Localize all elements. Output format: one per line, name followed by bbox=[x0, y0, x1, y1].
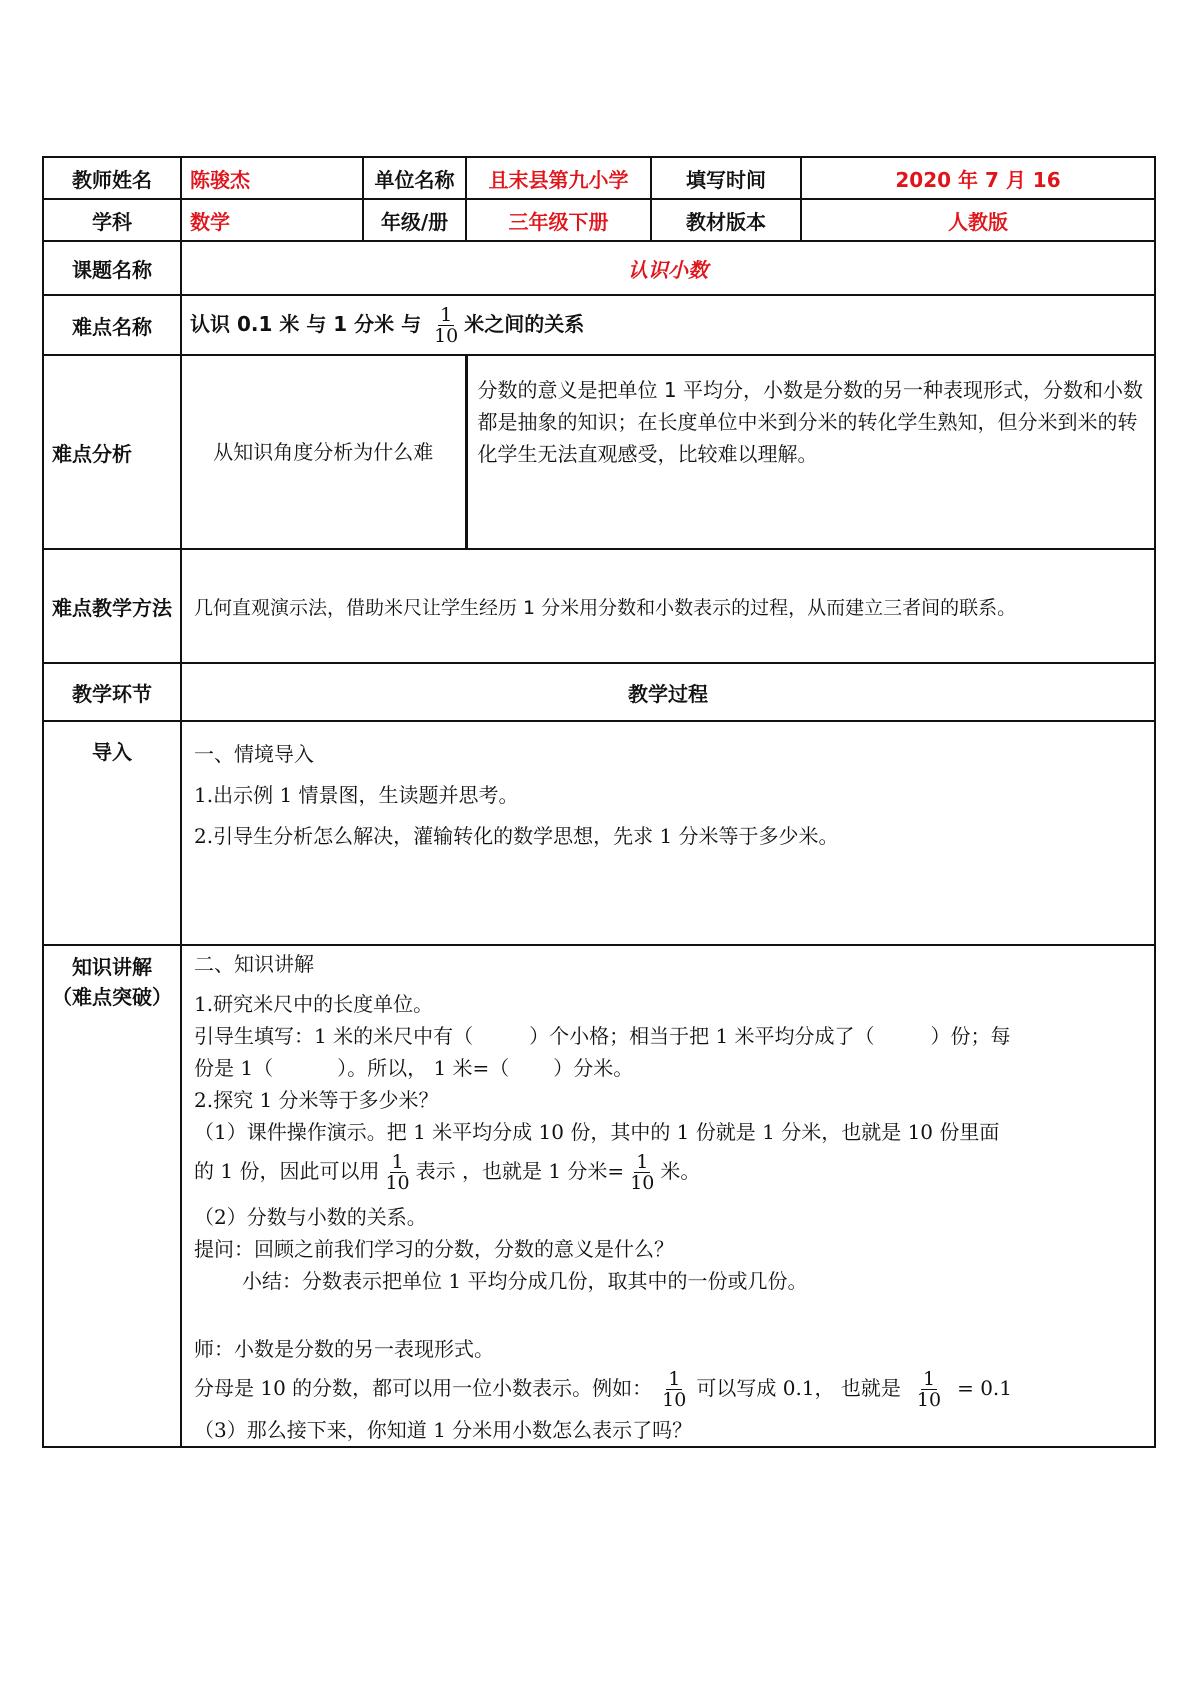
teacher-value: 陈骏杰 bbox=[181, 157, 363, 199]
knowledge-line: （3）那么接下来，你知道 1 分米用小数怎么表示了吗？ bbox=[194, 1418, 693, 1442]
edition-label: 教材版本 bbox=[651, 199, 801, 241]
knowledge-label-line-2: （难点突破） bbox=[52, 985, 172, 1009]
topic-row bbox=[43, 241, 1155, 295]
analysis-sub-label: 从知识角度分析为什么难 bbox=[181, 355, 466, 549]
knowledge-line: 2.探究 1 分米等于多少米？ bbox=[194, 1088, 439, 1112]
process-header-row bbox=[43, 663, 1155, 721]
method-row bbox=[43, 549, 1155, 663]
grade-label: 年级/册 bbox=[363, 199, 466, 241]
knowledge-line: 份是 1（ ）。所以， 1 米=（ ）分米。 bbox=[194, 1056, 634, 1080]
method-text: 几何直观演示法，借助米尺让学生经历 1 分米用分数和小数表示的过程，从而建立三者间的联系。 bbox=[181, 549, 1155, 663]
difficulty-text-2: 米之间的关系 bbox=[464, 311, 585, 336]
difficulty-row bbox=[43, 295, 1155, 355]
header-row-2 bbox=[43, 199, 1155, 241]
intro-label: 导入 bbox=[43, 721, 181, 945]
intro-row bbox=[43, 721, 1155, 945]
date-value: 2020 年 7 月 16 bbox=[801, 157, 1155, 199]
one-tenth-fraction: $\frac{1}{10}$ bbox=[434, 303, 459, 347]
knowledge-line: 的 1 份，因此可以用 $\frac{1}{10}$ 表示 ，也就是 1 分米= $\frac{1}{10}$ 米。 bbox=[194, 1151, 701, 1194]
intro-line: 2.引导生分析怎么解决，灌输转化的数学思想，先求 1 分米等于多少米。 bbox=[194, 824, 839, 848]
knowledge-line: 师：小数是分数的另一表现形式。 bbox=[194, 1337, 494, 1361]
knowledge-row bbox=[43, 945, 1155, 1447]
edition-value: 人教版 bbox=[801, 199, 1155, 241]
knowledge-content bbox=[181, 945, 1155, 1447]
analysis-text: 分数的意义是把单位 1 平均分，小数是分数的另一种表现形式，分数和小数都是抽象的知识；在长度单位中米到分米的转化学生熟知，但分米到米的转化学生无法直观感受，比较难以理解。 bbox=[466, 355, 1155, 549]
process-label: 教学环节 bbox=[43, 663, 181, 721]
one-tenth-fraction: $\frac{1}{10}$ bbox=[662, 1368, 687, 1411]
analysis-row bbox=[43, 355, 1155, 549]
intro-line: 1.出示例 1 情景图，生读题并思考。 bbox=[194, 783, 519, 807]
difficulty-label: 难点名称 bbox=[43, 295, 181, 355]
knowledge-line: 1.研究米尺中的长度单位。 bbox=[194, 992, 434, 1016]
intro-content bbox=[181, 721, 1155, 945]
knowledge-label bbox=[43, 945, 181, 1447]
intro-line: 一、情境导入 bbox=[194, 742, 314, 766]
one-tenth-fraction: $\frac{1}{10}$ bbox=[916, 1368, 942, 1411]
knowledge-line: （2）分数与小数的关系。 bbox=[194, 1205, 427, 1229]
difficulty-text-1: 认识 0.1 米 与 1 分米 与 bbox=[190, 311, 422, 336]
knowledge-line: 提问：回顾之前我们学习的分数，分数的意义是什么？ bbox=[194, 1237, 674, 1261]
knowledge-label-line-1: 知识讲解 bbox=[72, 955, 152, 979]
knowledge-line: 分母是 10 的分数，都可以用一位小数表示。例如： $\frac{1}{10}$ 可以写成 0.1， 也就是 $\frac{1}{10}$ = 0.1 bbox=[194, 1368, 1012, 1411]
process-value: 教学过程 bbox=[181, 663, 1155, 721]
difficulty-value bbox=[181, 295, 1155, 355]
one-tenth-fraction: $\frac{1}{10}$ bbox=[630, 1151, 655, 1194]
teacher-label: 教师姓名 bbox=[43, 157, 181, 199]
knowledge-line: 引导生填写：1 米的米尺中有（ ）个小格；相当于把 1 米平均分成了（ ）份；每 bbox=[194, 1024, 1011, 1048]
topic-value: 认识小数 bbox=[181, 241, 1155, 295]
unit-value: 且末县第九小学 bbox=[466, 157, 651, 199]
knowledge-heading: 二、知识讲解 bbox=[194, 952, 314, 976]
analysis-label: 难点分析 bbox=[43, 355, 181, 549]
one-tenth-fraction: $\frac{1}{10}$ bbox=[385, 1151, 410, 1194]
knowledge-line: 小结：分数表示把单位 1 平均分成几份，取其中的一份或几份。 bbox=[242, 1269, 808, 1293]
lesson-plan-table bbox=[42, 156, 1156, 1448]
subject-value: 数学 bbox=[181, 199, 363, 241]
date-label: 填写时间 bbox=[651, 157, 801, 199]
method-label: 难点教学方法 bbox=[43, 549, 181, 663]
knowledge-line: （1）课件操作演示。把 1 米平均分成 10 份，其中的 1 份就是 1 分米，也就是 10 份里面 bbox=[194, 1120, 1000, 1144]
header-row-1 bbox=[43, 157, 1155, 199]
grade-value: 三年级下册 bbox=[466, 199, 651, 241]
topic-label: 课题名称 bbox=[43, 241, 181, 295]
subject-label: 学科 bbox=[43, 199, 181, 241]
unit-label: 单位名称 bbox=[363, 157, 466, 199]
